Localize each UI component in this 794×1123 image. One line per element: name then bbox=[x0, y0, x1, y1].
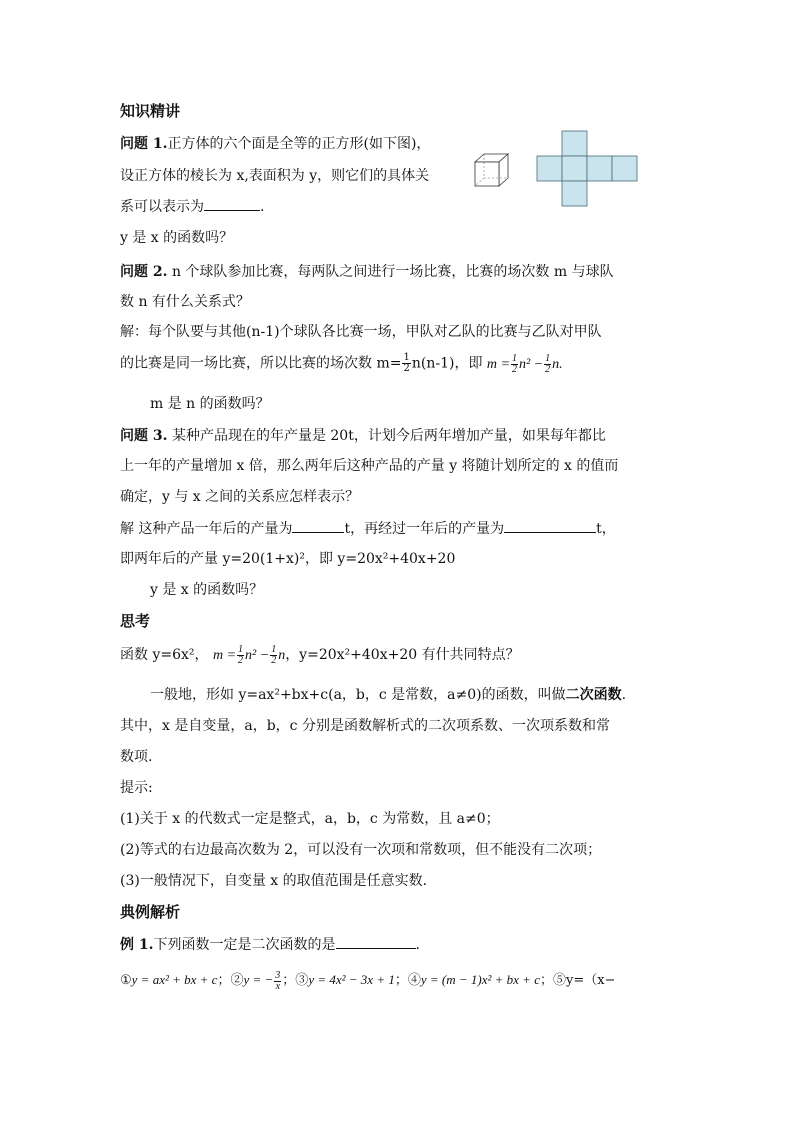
tip-heading: 提示: bbox=[120, 780, 153, 796]
option-5-start: ；⑤y=（x− bbox=[539, 973, 616, 988]
ex1-text: 下列函数一定是二次函数的是 bbox=[153, 937, 336, 953]
definition-line1: 一般地，形如 y=ax²+bx+c(a，b，c 是常数，a≠0)的函数，叫做二次函数. bbox=[150, 687, 627, 703]
tip-1: (1)关于 x 的代数式一定是整式，a，b，c 为常数，且 a≠0； bbox=[120, 811, 500, 827]
q3-blank-1[interactable] bbox=[292, 518, 344, 533]
section-title-think: 思考 bbox=[120, 612, 151, 630]
option-4-expr: y = (m − 1)x² + bx + c bbox=[420, 972, 540, 987]
ex1-options: ①y = ax² + bx + c；②y = − $\frac{3}{x}$ ；③y = 4x² − 3x + 1；④y = (m − 1)x² + bx + c；⑤y=（x− bbox=[120, 969, 616, 992]
q2-sol2a: 的比赛是同一场比赛，所以比赛的场次数 m= bbox=[120, 355, 402, 372]
definition-line2: 其中，x 是自变量，a，b，c 分别是函数解析式的二次项系数、一次项系数和常 bbox=[120, 718, 610, 734]
q3-sol3: y 是 x 的函数吗？ bbox=[150, 582, 264, 598]
think-a: 函数 y=6x²， bbox=[120, 647, 213, 663]
q3-sol1 bbox=[120, 518, 616, 539]
q3-line2: 上一年的产量增加 x 倍，那么两年后这种产品的产量 y 将随计划所定的 x 的值而 bbox=[120, 458, 619, 474]
cube-figure bbox=[474, 152, 510, 188]
q3-sol2: 即两年后的产量 y=20(1+x)²，即 y=20x²+40x+20 bbox=[120, 551, 456, 567]
cube-net-figure bbox=[536, 130, 640, 210]
tip-2: (2)等式的右边最高次数为 2，可以没有一次项和常数项，但不能没有二次项； bbox=[120, 842, 602, 858]
q2-label: 问题 2. bbox=[120, 264, 168, 280]
q1-answer-blank[interactable] bbox=[204, 196, 260, 211]
ex1-answer-blank[interactable] bbox=[336, 934, 416, 949]
q1-text3a: 系可以表示为 bbox=[120, 199, 204, 215]
half-fraction: $\frac{1}{2}$ bbox=[403, 352, 410, 374]
q3-sol1a: 解 这种产品一年后的产量为 bbox=[120, 521, 293, 537]
m-expression: m = $\frac{1}{2}$ n² − $\frac{1}{2}$ n. bbox=[486, 352, 563, 375]
q1-line1 bbox=[120, 134, 430, 154]
section-title-examples: 典例解析 bbox=[120, 903, 181, 921]
q2-text1: n 个球队参加比赛，每两队之间进行一场比赛，比赛的场次数 m 与球队 bbox=[167, 264, 614, 280]
quadratic-function-term: 二次函数 bbox=[565, 687, 622, 703]
q1-line3 bbox=[120, 196, 264, 217]
q3-line3: 确定，y 与 x 之间的关系应怎样表示？ bbox=[120, 489, 360, 505]
q1-text1: 正方体的六个面是全等的正方形(如下图)， bbox=[167, 136, 431, 152]
tip-3: (3)一般情况下，自变量 x 的取值范围是任意实数. bbox=[120, 873, 428, 889]
option-2-expr: y = − $\frac{3}{x}$ bbox=[243, 969, 281, 992]
definition-line3: 数项. bbox=[120, 749, 153, 765]
q2-sol2 bbox=[120, 353, 563, 375]
q1-line2: 设正方体的棱长为 x,表面积为 y，则它们的具体关 bbox=[120, 168, 430, 184]
q3-text1: 某种产品现在的年产量是 20t，计划今后两年增加产量，如果每年都比 bbox=[167, 428, 606, 444]
option-3-expr: y = 4x² − 3x + 1 bbox=[308, 972, 395, 987]
q3-line1 bbox=[120, 426, 606, 446]
q2-sol2b: n(n-1)，即 bbox=[411, 355, 487, 372]
q3-sol1c: t， bbox=[596, 521, 616, 537]
q3-label: 问题 3. bbox=[120, 428, 168, 444]
q3-sol1b: t，再经过一年后的产量为 bbox=[344, 521, 505, 537]
option-1-expr: y = ax² + bx + c bbox=[131, 972, 218, 987]
ex1-line: 例 1.下列函数一定是二次函数的是 . bbox=[120, 934, 420, 955]
m-expression-2: m = $\frac{1}{2}$ n² − $\frac{1}{2}$ n bbox=[212, 644, 286, 667]
q2-sol1: 解：每个队要与其他(n-1)个球队各比赛一场，甲队对乙队的比赛与乙队对甲队 bbox=[120, 324, 602, 340]
q1-line4: y 是 x 的函数吗？ bbox=[120, 230, 234, 246]
q2-line2: 数 n 有什么关系式？ bbox=[120, 294, 250, 310]
q2-sol3: m 是 n 的函数吗？ bbox=[150, 396, 270, 412]
section-title-knowledge: 知识精讲 bbox=[120, 102, 181, 120]
q3-blank-2[interactable] bbox=[504, 518, 596, 533]
think-line bbox=[120, 645, 520, 666]
q2-line1 bbox=[120, 262, 614, 282]
q1-label: 问题 1. bbox=[120, 136, 168, 152]
q1-text3b: . bbox=[260, 199, 265, 215]
ex1-label: 例 1. bbox=[120, 937, 154, 953]
think-b: ，y=20x²+40x+20 有什共同特点？ bbox=[285, 647, 520, 663]
